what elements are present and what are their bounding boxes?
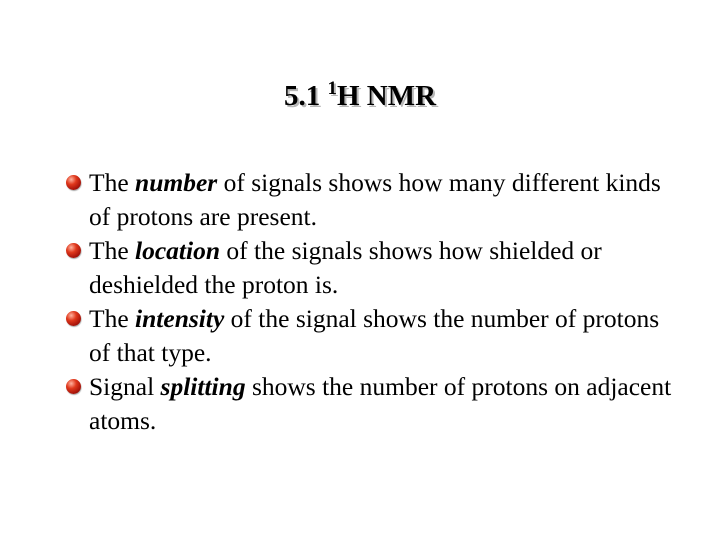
slide-title: [0, 74, 720, 118]
bullet-item-splitting: [66, 370, 686, 438]
title-superscript: 1: [327, 78, 337, 99]
bullet-text-after: of the signals shows how shielded or deshielded the proton is.: [89, 236, 602, 299]
title-suffix: H NMR: [336, 80, 437, 112]
bullet-item-number: [66, 166, 686, 234]
title-prefix: 5.1: [283, 80, 328, 112]
bullet-text-after: shows the number of protons on adjacent atoms.: [89, 372, 672, 435]
bullet-item-intensity: [66, 302, 686, 370]
red-sphere-bullet-icon: [66, 175, 81, 190]
bullet-text-after: of the signal shows the number of protons of that type.: [89, 304, 660, 367]
red-sphere-bullet-icon: [66, 379, 81, 394]
bullet-text-after: of signals shows how many different kinds of protons are present.: [89, 168, 661, 231]
bullet-emphasis: intensity: [135, 304, 225, 333]
bullet-text-before: The: [89, 304, 136, 333]
bullet-emphasis: splitting: [160, 372, 246, 401]
bullet-emphasis: number: [135, 168, 218, 197]
bullet-text-before: Signal: [89, 372, 161, 401]
red-sphere-bullet-icon: [66, 243, 81, 258]
bullet-text-before: The: [89, 168, 136, 197]
bullet-emphasis: location: [135, 236, 221, 265]
bullet-text-before: The: [89, 236, 136, 265]
red-sphere-bullet-icon: [66, 311, 81, 326]
bullet-item-location: [66, 234, 686, 302]
bullet-list: [66, 166, 686, 438]
